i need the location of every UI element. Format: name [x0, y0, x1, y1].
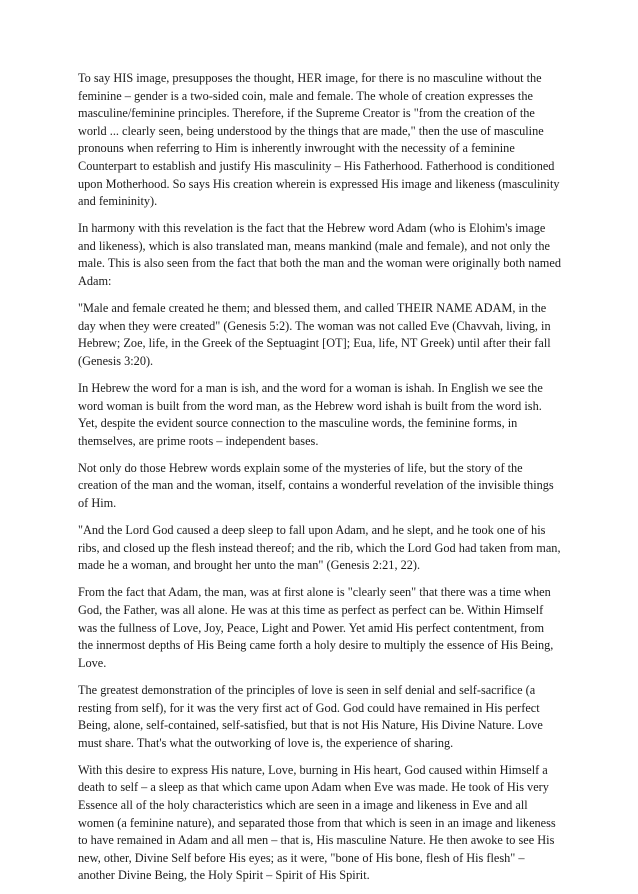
paragraph-ish-ishah: In Hebrew the word for a man is ish, and the word for a woman is ishah. In English we see the word woman is built from the word man, as the Hebrew word ishah is built from the word ish. Yet, despite the evident source connection to the masculine words, the feminine forms, in themselves, are prime roots – independent bases. — [78, 381, 543, 448]
paragraph-demonstration-of-love: The greatest demonstration of the principles of love is seen in self denial and self-sacrifice (a resting from self), for it was the very first act of God. God could have remained in His perfect Being, alone, self-contained, self-satisfied, but that is not His Nature, His Divine Nature. Love must share. That's what the outworking of love is, the experience of sharing. — [78, 682, 543, 750]
paragraph-gender-coin: To say HIS image, presupposes the thought, HER image, for there is no masculine without the feminine – gender is a two-sided coin, male and female. The whole of creation expresses the masculine/feminine principles. Therefore, if the Supreme Creator is "from the creation of the world ... clearly seen, being understood by the things that are made," then the use of masculine pronouns when referring to Him is inherently inwrought with the necessity of a feminine Counterpart to establish and justify His masculinity – His Fatherhood. Fatherhood is conditioned upon Motherhood. So says His creation wherein is expressed His image and likeness (masculinity and femininity). — [78, 71, 560, 209]
paragraph-genesis-5-2: "Male and female created he them; and blessed them, and called THEIR NAME ADAM, in the day when they were created" (Genesis 5:2). The woman was not called Eve (Chavvah, living, in Hebrew; Zoe, life, in the Greek of the Septuagint [OT]; Eua, life, NT Greek) until after their fall (Genesis 3:20). — [78, 301, 551, 368]
paragraph-hebrew-adam: In harmony with this revelation is the fact that the Hebrew word Adam (who is Elohim's image and likeness), which is also translated man, means mankind (male and female), and not only the male. This is also seen from the fact that both the man and the woman were originally both named Adam: — [78, 221, 561, 289]
paragraph-desire-to-express: With this desire to express His nature, Love, burning in His heart, God caused within Himself a death to self – a sleep as that which came upon Adam when Eve was made. He took of His very Essence all of the holy characteristics which are seen in a image and likeness in Eve and all women (a feminine nature), and separated those from that which is seen in an image and likeness to have remained in Adam and all men – that is, His masculine Nature. He then awoke to see His new, other, Divine Self before His eyes; as it were, "bone of His bone, flesh of His flesh" – another Divine Being, the Holy Spirit – Spirit of His Spirit. — [78, 762, 556, 883]
document-page — [78, 70, 562, 894]
paragraph-mysteries-of-life: Not only do those Hebrew words explain some of the mysteries of life, but the story of the creation of the man and the woman, itself, contains a wonderful revelation of the invisible things of Him. — [78, 460, 554, 511]
paragraph-adam-alone: From the fact that Adam, the man, was at first alone is "clearly seen" that there was a time when God, the Father, was all alone. He was at this time as perfect as perfect can be. Within Himself was the fullness of Love, Joy, Peace, Light and Power. Yet amid His perfect contentment, from the innermost depths of His Being came forth a holy desire to multiply the essence of His Being, Love. — [78, 585, 554, 670]
paragraph-genesis-2-21: "And the Lord God caused a deep sleep to fall upon Adam, and he slept, and he took one of his ribs, and closed up the flesh instead thereof; and the rib, which the Lord God had taken from man, made he a woman, and brought her unto the man" (Genesis 2:21, 22). — [78, 523, 561, 573]
